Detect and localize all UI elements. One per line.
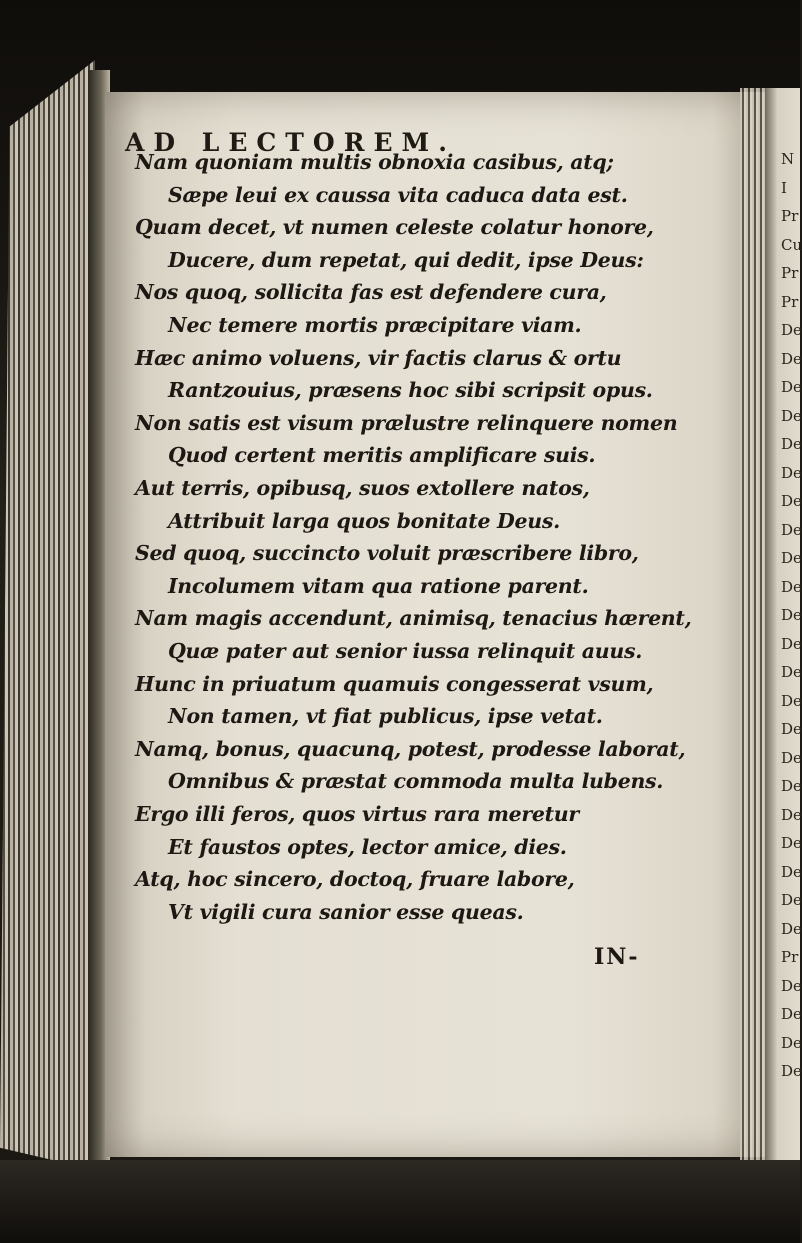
margin-fragment: De: [781, 349, 802, 368]
verse-line: Et faustos optes, lector amice, dies.: [168, 834, 567, 859]
verse-line: Ducere, dum repetat, qui dedit, ipse Deus:: [168, 247, 644, 272]
margin-fragment: De: [781, 634, 802, 653]
margin-fragment: De: [781, 748, 802, 767]
margin-fragment: I: [781, 178, 787, 197]
verse-line: Omnibus & præstat commoda multa lubens.: [168, 769, 664, 794]
verse-line: Attribuit larga quos bonitate Deus.: [168, 508, 560, 533]
margin-fragment: De: [781, 435, 802, 453]
margin-fragment: De: [781, 406, 802, 425]
margin-fragment: De: [781, 919, 802, 938]
margin-fragment: De: [781, 1062, 802, 1080]
verse-line: Nam magis accendunt, animisq, tenacius hærent,: [135, 606, 692, 631]
margin-fragment: De: [781, 663, 802, 681]
margin-fragment: De: [781, 577, 802, 596]
catchword: IN-: [594, 944, 640, 970]
margin-fragment: Cu: [781, 235, 802, 254]
margin-fragment: De: [781, 834, 802, 852]
verse-line: Quod certent meritis amplificare suis.: [168, 443, 596, 468]
margin-fragment: De: [781, 321, 802, 339]
margin-fragment: De: [781, 549, 802, 567]
margin-fragment: De: [781, 606, 802, 624]
verse-line: Atq, hoc sincero, doctoq, fruare labore,: [135, 867, 575, 892]
verse-line: Nos quoq, sollicita fas est defendere cura,: [135, 280, 607, 305]
margin-fragment: N: [781, 150, 795, 168]
margin-fragment: De: [781, 463, 802, 482]
verse-line: Namq, bonus, quacunq, potest, prodesse laborat,: [135, 736, 686, 761]
page-heading: AD LECTOREM.: [125, 128, 456, 157]
verse-line: Vt vigili cura sanior esse queas.: [168, 899, 524, 924]
verse-line: Rantzouius, præsens hoc sibi scripsit opus.: [168, 378, 653, 403]
margin-fragment: De: [781, 805, 802, 824]
margin-fragment: De: [781, 777, 802, 795]
verse-line: Sed quoq, succincto voluit præscribere libro,: [135, 541, 639, 566]
verse-line: Nam quoniam multis obnoxia casibus, atq;: [135, 150, 614, 174]
margin-fragment: Pr: [781, 292, 799, 311]
verse-line: Aut terris, opibusq, suos extollere natos,: [135, 476, 590, 500]
margin-fragment: De: [781, 492, 802, 510]
margin-fragment: De: [781, 976, 802, 995]
verse-line: Non tamen, vt fiat publicus, ipse vetat.: [168, 704, 603, 729]
margin-fragment: Pr: [781, 264, 799, 282]
margin-fragment: Pr: [781, 207, 799, 225]
left-page-edges: [0, 60, 95, 1170]
margin-fragment: De: [781, 378, 802, 396]
verse-line: Hunc in priuatum quamuis congesserat vsum,: [135, 671, 654, 696]
margin-fragment: De: [781, 1005, 802, 1023]
verse-line: Sæpe leui ex caussa vita caduca data est.: [168, 182, 628, 207]
verse-line: Quam decet, vt numen celeste colatur honore,: [135, 215, 654, 240]
margin-fragment: Pr: [781, 948, 799, 966]
verse-line: Quæ pater aut senior iussa relinquit auus.: [168, 639, 643, 663]
verse-line: Non satis est visum prælustre relinquere nomen: [135, 410, 678, 435]
margin-fragment: De: [781, 720, 802, 738]
verse-line: Hæc animo voluens, vir factis clarus & ortu: [135, 345, 622, 370]
verse-line: Nec temere mortis præcipitare viam.: [168, 313, 582, 337]
margin-fragment: De: [781, 891, 802, 909]
margin-fragment: De: [781, 862, 802, 881]
bottom-shadow: [0, 1160, 800, 1243]
verse-line: Incolumem vitam qua ratione parent.: [168, 573, 589, 598]
margin-fragment: De: [781, 1033, 802, 1052]
margin-fragment: De: [781, 520, 802, 539]
margin-fragment: De: [781, 691, 802, 710]
verse-line: Ergo illi feros, quos virtus rara meretur: [135, 802, 579, 826]
